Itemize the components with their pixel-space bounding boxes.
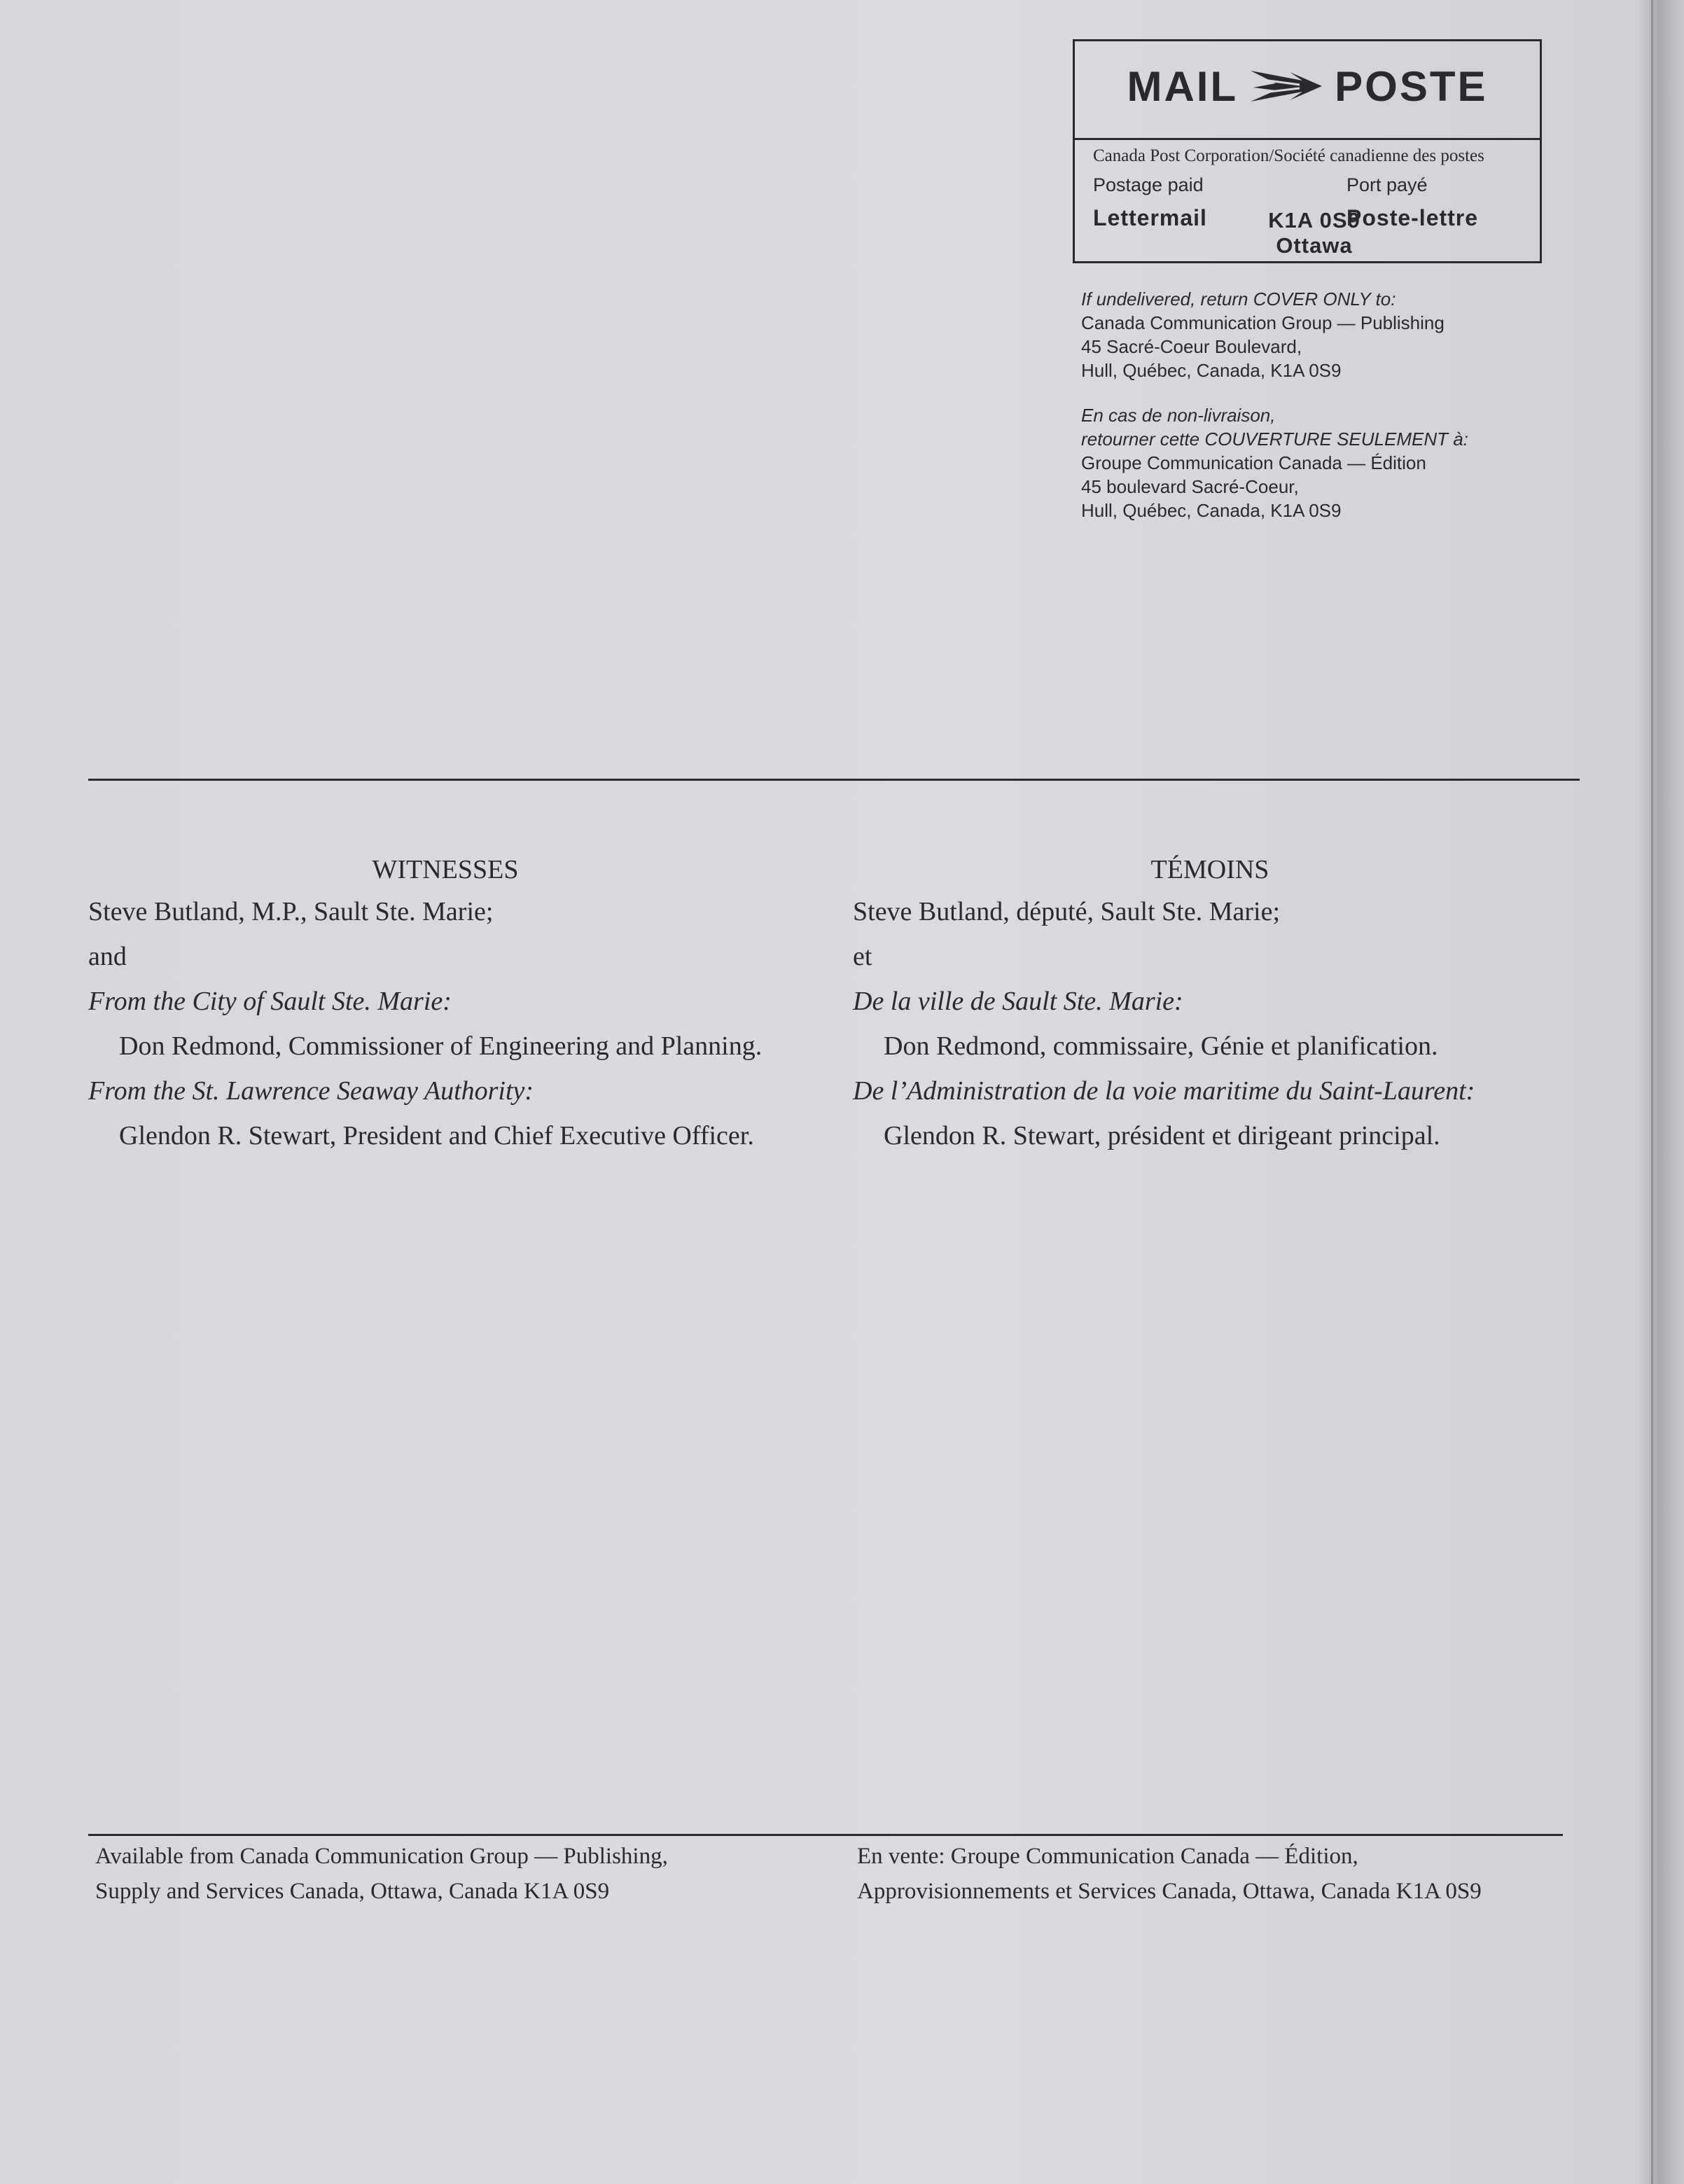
witness-line: Steve Butland, M.P., Sault Ste. Marie; (88, 897, 494, 926)
return-en-line4: Hull, Québec, Canada, K1A 0S9 (1081, 360, 1342, 381)
canada-post-arrow-icon (1248, 67, 1325, 106)
mail-class-fr: Poste-lettre (1346, 205, 1479, 230)
witness-organization: From the St. Lawrence Seaway Authority: (88, 1076, 534, 1106)
temoin-organization: De l’Administration de la voie maritime du Saint-Laurent: (853, 1076, 1475, 1106)
witness-person: Don Redmond, Commissioner of Engineering and Planning. (119, 1031, 763, 1061)
return-fr-line2: retourner cette COUVERTURE SEULEMENT à: (1081, 429, 1468, 450)
return-fr-line1: En cas de non-livraison, (1081, 405, 1276, 426)
temoin-organization: De la ville de Sault Ste. Marie: (853, 987, 1183, 1016)
temoin-person: Glendon R. Stewart, président et dirigeant principal. (884, 1121, 1440, 1150)
witness-organization: From the City of Sault Ste. Marie: (88, 987, 452, 1016)
return-en-line2: Canada Communication Group — Publishing (1081, 312, 1445, 333)
mail-title-right: POSTE (1335, 62, 1488, 110)
mail-poste-title (1075, 51, 1540, 121)
post-corporation-name: Canada Post Corporation/Société canadienne des postes (1093, 146, 1484, 165)
footer-divider (88, 1834, 1563, 1836)
footer-fr-line1: En vente: Groupe Communication Canada — Édition, (857, 1844, 1358, 1869)
return-en-line3: 45 Sacré-Coeur Boulevard, (1081, 336, 1302, 357)
return-address-en (1081, 287, 1445, 382)
temoin-line: Steve Butland, député, Sault Ste. Marie; (853, 897, 1281, 926)
book-binding-edge (1638, 0, 1684, 2184)
footer-fr-line2: Approvisionnements et Services Canada, Ottawa, Canada K1A 0S9 (857, 1879, 1482, 1904)
return-fr-line5: Hull, Québec, Canada, K1A 0S9 (1081, 500, 1342, 521)
postage-paid-en: Postage paid (1093, 174, 1204, 195)
indicia-divider (1075, 138, 1540, 140)
witness-person: Glendon R. Stewart, President and Chief Executive Officer. (119, 1121, 754, 1150)
indicia-postal-code: K1A 0S9 (1268, 208, 1361, 232)
footer-availability-fr (857, 1839, 1482, 1909)
return-fr-line4: 45 boulevard Sacré-Coeur, (1081, 476, 1299, 497)
return-address-fr (1081, 403, 1468, 522)
mail-title-left: MAIL (1127, 62, 1239, 110)
return-fr-line3: Groupe Communication Canada — Édition (1081, 452, 1426, 473)
temoins-heading: TÉMOINS (1150, 855, 1269, 884)
witness-conjunction: and (88, 942, 127, 971)
witnesses-french (853, 847, 1595, 1158)
postage-indicia-box (1073, 39, 1542, 263)
footer-en-line1: Available from Canada Communication Group — Publishing, (95, 1844, 668, 1869)
temoin-conjunction: et (853, 942, 872, 971)
witnesses-english (88, 847, 830, 1158)
mail-class-en: Lettermail (1093, 205, 1207, 230)
return-en-line1: If undelivered, return COVER ONLY to: (1081, 288, 1396, 309)
temoin-person: Don Redmond, commissaire, Génie et planification. (884, 1031, 1438, 1061)
postage-paid-fr: Port payé (1346, 174, 1428, 195)
witnesses-heading: WITNESSES (372, 855, 519, 884)
section-divider (88, 779, 1580, 781)
footer-en-line2: Supply and Services Canada, Ottawa, Canada K1A 0S9 (95, 1879, 610, 1904)
footer-availability-en (95, 1839, 668, 1909)
indicia-city: Ottawa (1276, 233, 1353, 258)
